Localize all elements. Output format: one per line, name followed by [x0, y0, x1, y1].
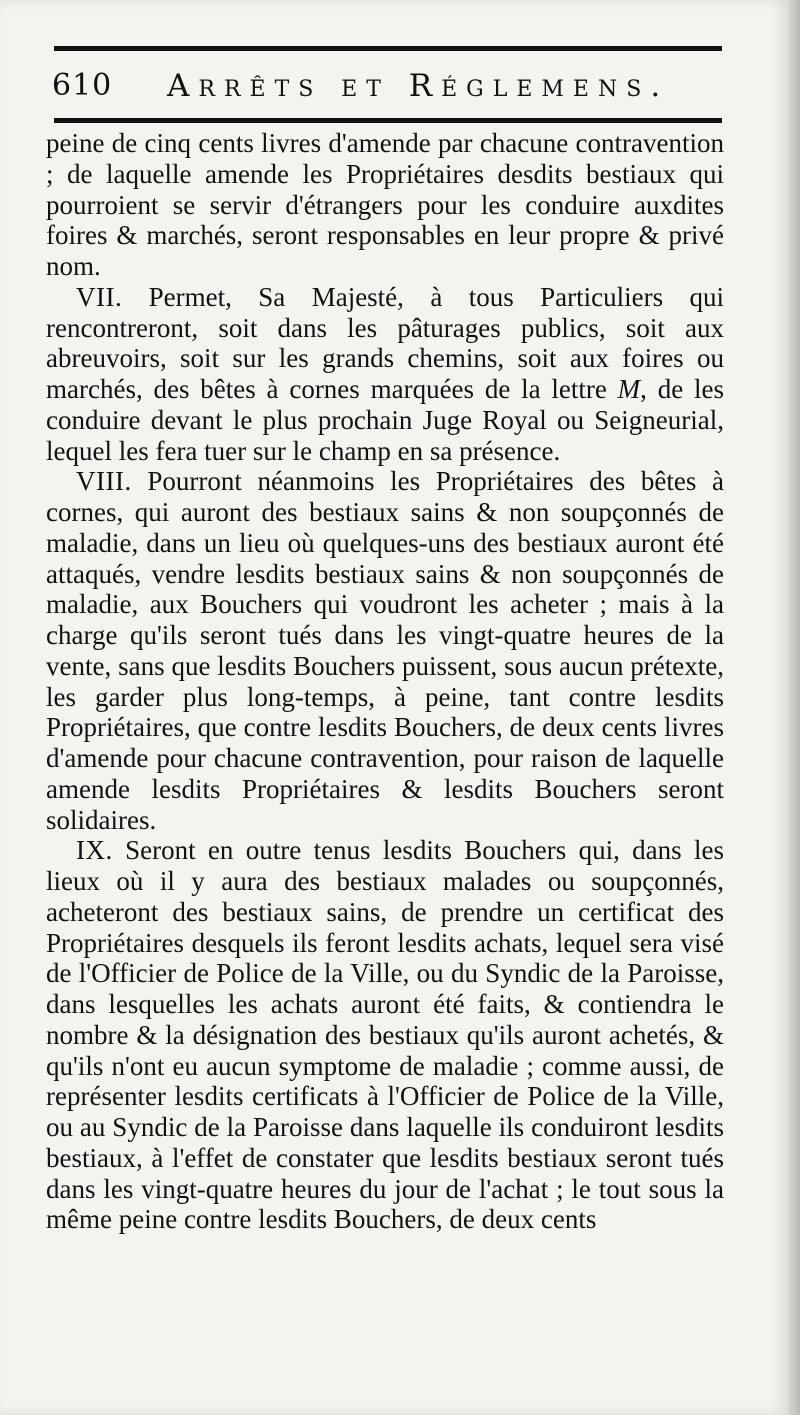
article-number: IX.: [76, 835, 113, 866]
header-rule-bottom: [54, 118, 722, 123]
italic-letter: M: [617, 374, 641, 404]
paragraph-text: , de les conduire devant le plus prochain Juge Royal ou Seigneurial, lequel les fera tuer sur le champ en sa présence.: [46, 374, 724, 466]
article-9: [46, 835, 724, 1235]
paragraph-text: Seront en outre tenus lesdits Bouchers qui, dans les lieux où il y aura des bestiaux malades ou soupçonnés, acheteront des bestiaux sains, de prendre un certificat des Propriétaires desquels ils feront lesdits achats, lequel sera visé de l'Officier de Police de la Ville, ou du Syndic de la Paroisse, dans lesquelles les achats auront été faits, & contiendra le nombre & la désignation des bestiaux qu'ils auront achetés, & qu'ils n'ont eu aucun symptome de maladie ; comme aussi, de représenter lesdits certificats à l'Officier de Police de la Ville, ou au Syndic de la Paroisse dans laquelle ils conduiront lesdits bestiaux, à l'effet de constater que lesdits bestiaux seront tués dans les vingt-quatre heures du jour de l'achat ; le tout sous la même peine contre lesdits Bouchers, de deux cents: [46, 835, 724, 1235]
article-number: VII.: [76, 281, 123, 312]
paragraph-text: Permet, Sa Majesté, à tous Particuliers qui rencontreront, soit dans les pâturages publics, soit aux abreuvoirs, soit sur les grands chemins, soit aux foires ou marchés, des bêtes à cornes marquées de la lettre: [46, 281, 725, 404]
running-header: [52, 66, 724, 106]
running-title: Arrêts et Réglemens.: [167, 68, 670, 104]
header-rule-top: [54, 46, 722, 51]
article-8: [46, 466, 724, 835]
paragraph-text: peine de cinq cents livres d'amende par chacune contravention ; de laquelle amende les Propriétaires desdits bestiaux qui pourroient se servir d'étrangers pour les conduire auxdites foires & marchés, seront responsables en leur propre & privé nom.: [46, 128, 724, 281]
article-number: VIII.: [76, 466, 132, 497]
article-7: [46, 282, 724, 467]
page-number: 610: [52, 68, 113, 103]
body-text: [46, 128, 724, 1235]
paragraph-continuation: [46, 128, 724, 282]
page-edge: [788, 0, 800, 1415]
paragraph-text: Pourront néanmoins les Propriétaires des bêtes à cornes, qui auront des bestiaux sains & non soupçonnés de maladie, dans un lieu où quelques-uns des bestiaux auront été attaqués, vendre lesdits bestiaux sains & non soupçonnés de maladie, aux Bouchers qui voudront les acheter ; mais à la charge qu'ils seront tués dans les vingt-quatre heures de la vente, sans que lesdits Bouchers puissent, sous aucun prétexte, les garder plus long-temps, à peine, tant contre lesdits Propriétaires, que contre lesdits Bouchers, de deux cents livres d'amende pour chacune contravention, pour raison de laquelle amende lesdits Propriétaires & lesdits Bouchers seront solidaires.: [46, 466, 724, 835]
